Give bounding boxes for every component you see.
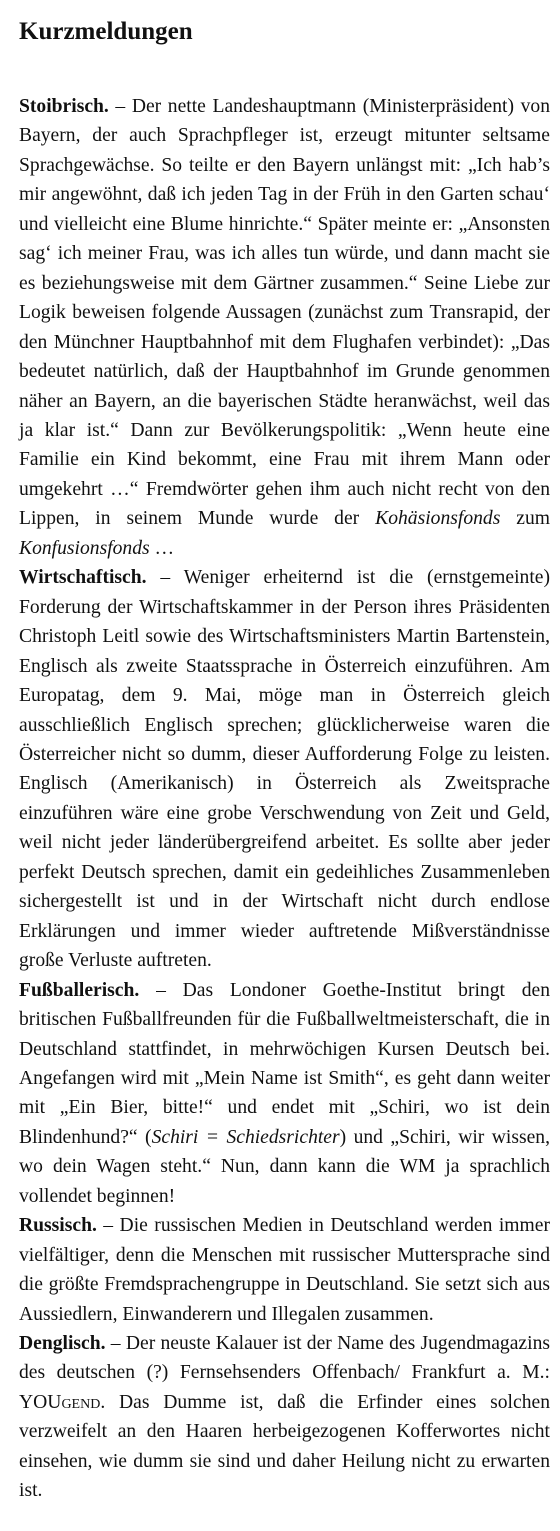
entry-fussballerisch bbox=[19, 976, 550, 1212]
entry-heading: Wirtschaftisch. bbox=[19, 567, 147, 589]
entry-heading: Russisch. bbox=[19, 1215, 97, 1237]
italic-term: Konfusionsfonds bbox=[19, 537, 150, 559]
small-caps-term: YOUgend bbox=[19, 1391, 101, 1413]
entry-wirtschaftisch bbox=[19, 563, 550, 975]
entry-heading: Fußballerisch. bbox=[19, 979, 140, 1001]
italic-term: Schiri = Schiedsrichter bbox=[151, 1126, 340, 1148]
entry-text: … bbox=[149, 537, 175, 559]
page-title: Kurzmeldungen bbox=[19, 18, 193, 45]
entry-text: – Der neuste Kalauer ist der Name des Jugendmagazins des deutschen (?) Fernsehsenders Offenbach/ Frankfurt a. M.: bbox=[19, 1333, 550, 1384]
entry-text: zum bbox=[500, 508, 550, 530]
entry-text: ) und „Schiri, wir wissen, wo dein Wagen steht.“ Nun, dann kann die WM ja sprachlich vollendet beginnen! bbox=[19, 1126, 550, 1207]
entry-denglisch bbox=[19, 1329, 550, 1506]
entry-text: – Der nette Landeshauptmann (Ministerpräsident) von Bayern, der auch Sprachpfleger ist, erzeugt mitunter seltsame Sprachgewächse. So teilte er den Bayern unlängst mit: „Ich hab’s mir angewöhnt, daß ich jeden Tag in der Früh in den Garten schau‘ und vielleicht eine Blume hinrichte.“ Später meinte er: „Ansonsten sag‘ ich meiner Frau, was ich alles tun würde, und dann macht sie es beziehungsweise mit dem Gärtner zusammen.“ Seine Liebe zur Logik beweisen folgende Aussagen (zunächst zum Transrapid, der den Münchner Hauptbahnhof mit dem Flughafen verbindet): „Das bedeutet natürlich, daß der Hauptbahnhof im Grunde genommen näher an Bayern, an die bayerischen Städte heranwächst, weil das ja klar ist.“ Dann zur Bevölkerungspolitik: „Wenn heute eine Familie ein Kind bekommt, eine Frau mit ihrem Mann oder umgekehrt …“ Fremdwörter gehen ihm auch nicht recht von den Lippen, in seinem Munde wurde der bbox=[19, 96, 550, 530]
entry-text: – Das Londoner Goethe-Institut bringt den britischen Fußballfreunden für die Fußballweltmeisterschaft, die in Deutschland stattfindet, in mehrwöchigen Kursen Deutsch bei. Angefangen wird mit „Mein Name ist Smith“, es geht dann weiter mit „Ein Bier, bitte!“ und endet mit „Schiri, wo ist dein Blindenhund?“ ( bbox=[19, 979, 550, 1148]
entry-text: – Weniger erheiternd ist die (ernstgemeinte) Forderung der Wirtschaftskammer in der Person ihres Präsidenten Christoph Leitl sowie des Wirtschaftsministers Martin Bartenstein, Englisch als zweite Staatssprache in Österreich einzuführen. Am Europatag, dem 9. Mai, möge man in Österreich gleich ausschließlich Englisch sprechen; glücklicherweise waren die Österreicher nicht so dumm, dieser Aufforderung Folge zu leisten. Englisch (Amerikanisch) in Österreich als Zweitsprache einzuführen wäre eine grobe Verschwendung von Zeit und Geld, weil nicht jeder länderübergreifend arbeitet. Es sollte aber jeder perfekt Deutsch sprechen, damit ein gedeihliches Zusammenleben sichergestellt ist und in der Wirtschaft nicht durch endlose Erklärungen und immer wieder auftretende Mißverständnisse große Verluste auftreten. bbox=[19, 567, 550, 972]
entry-stoibrisch bbox=[19, 92, 550, 563]
entry-text: – Die russischen Medien in Deutschland werden immer vielfältiger, denn die Menschen mit russischer Muttersprache sind die größte Fremdsprachengruppe in Deutschland. Sie setzt sich aus Aussiedlern, Einwanderern und Illegalen zusammen. bbox=[19, 1215, 550, 1325]
article-body bbox=[19, 92, 550, 1506]
italic-term: Kohäsionsfonds bbox=[375, 508, 501, 530]
entry-heading: Denglisch. bbox=[19, 1333, 106, 1355]
entry-heading: Stoibrisch. bbox=[19, 96, 109, 117]
entry-text: . Das Dumme ist, daß die Erfinder eines solchen verzweifelt an den Haaren herbeigezogenen Kofferwortes nicht einsehen, wie dumm sie sind und daher Heilung nicht zu erwarten ist. bbox=[19, 1391, 550, 1502]
entry-russisch bbox=[19, 1211, 550, 1329]
